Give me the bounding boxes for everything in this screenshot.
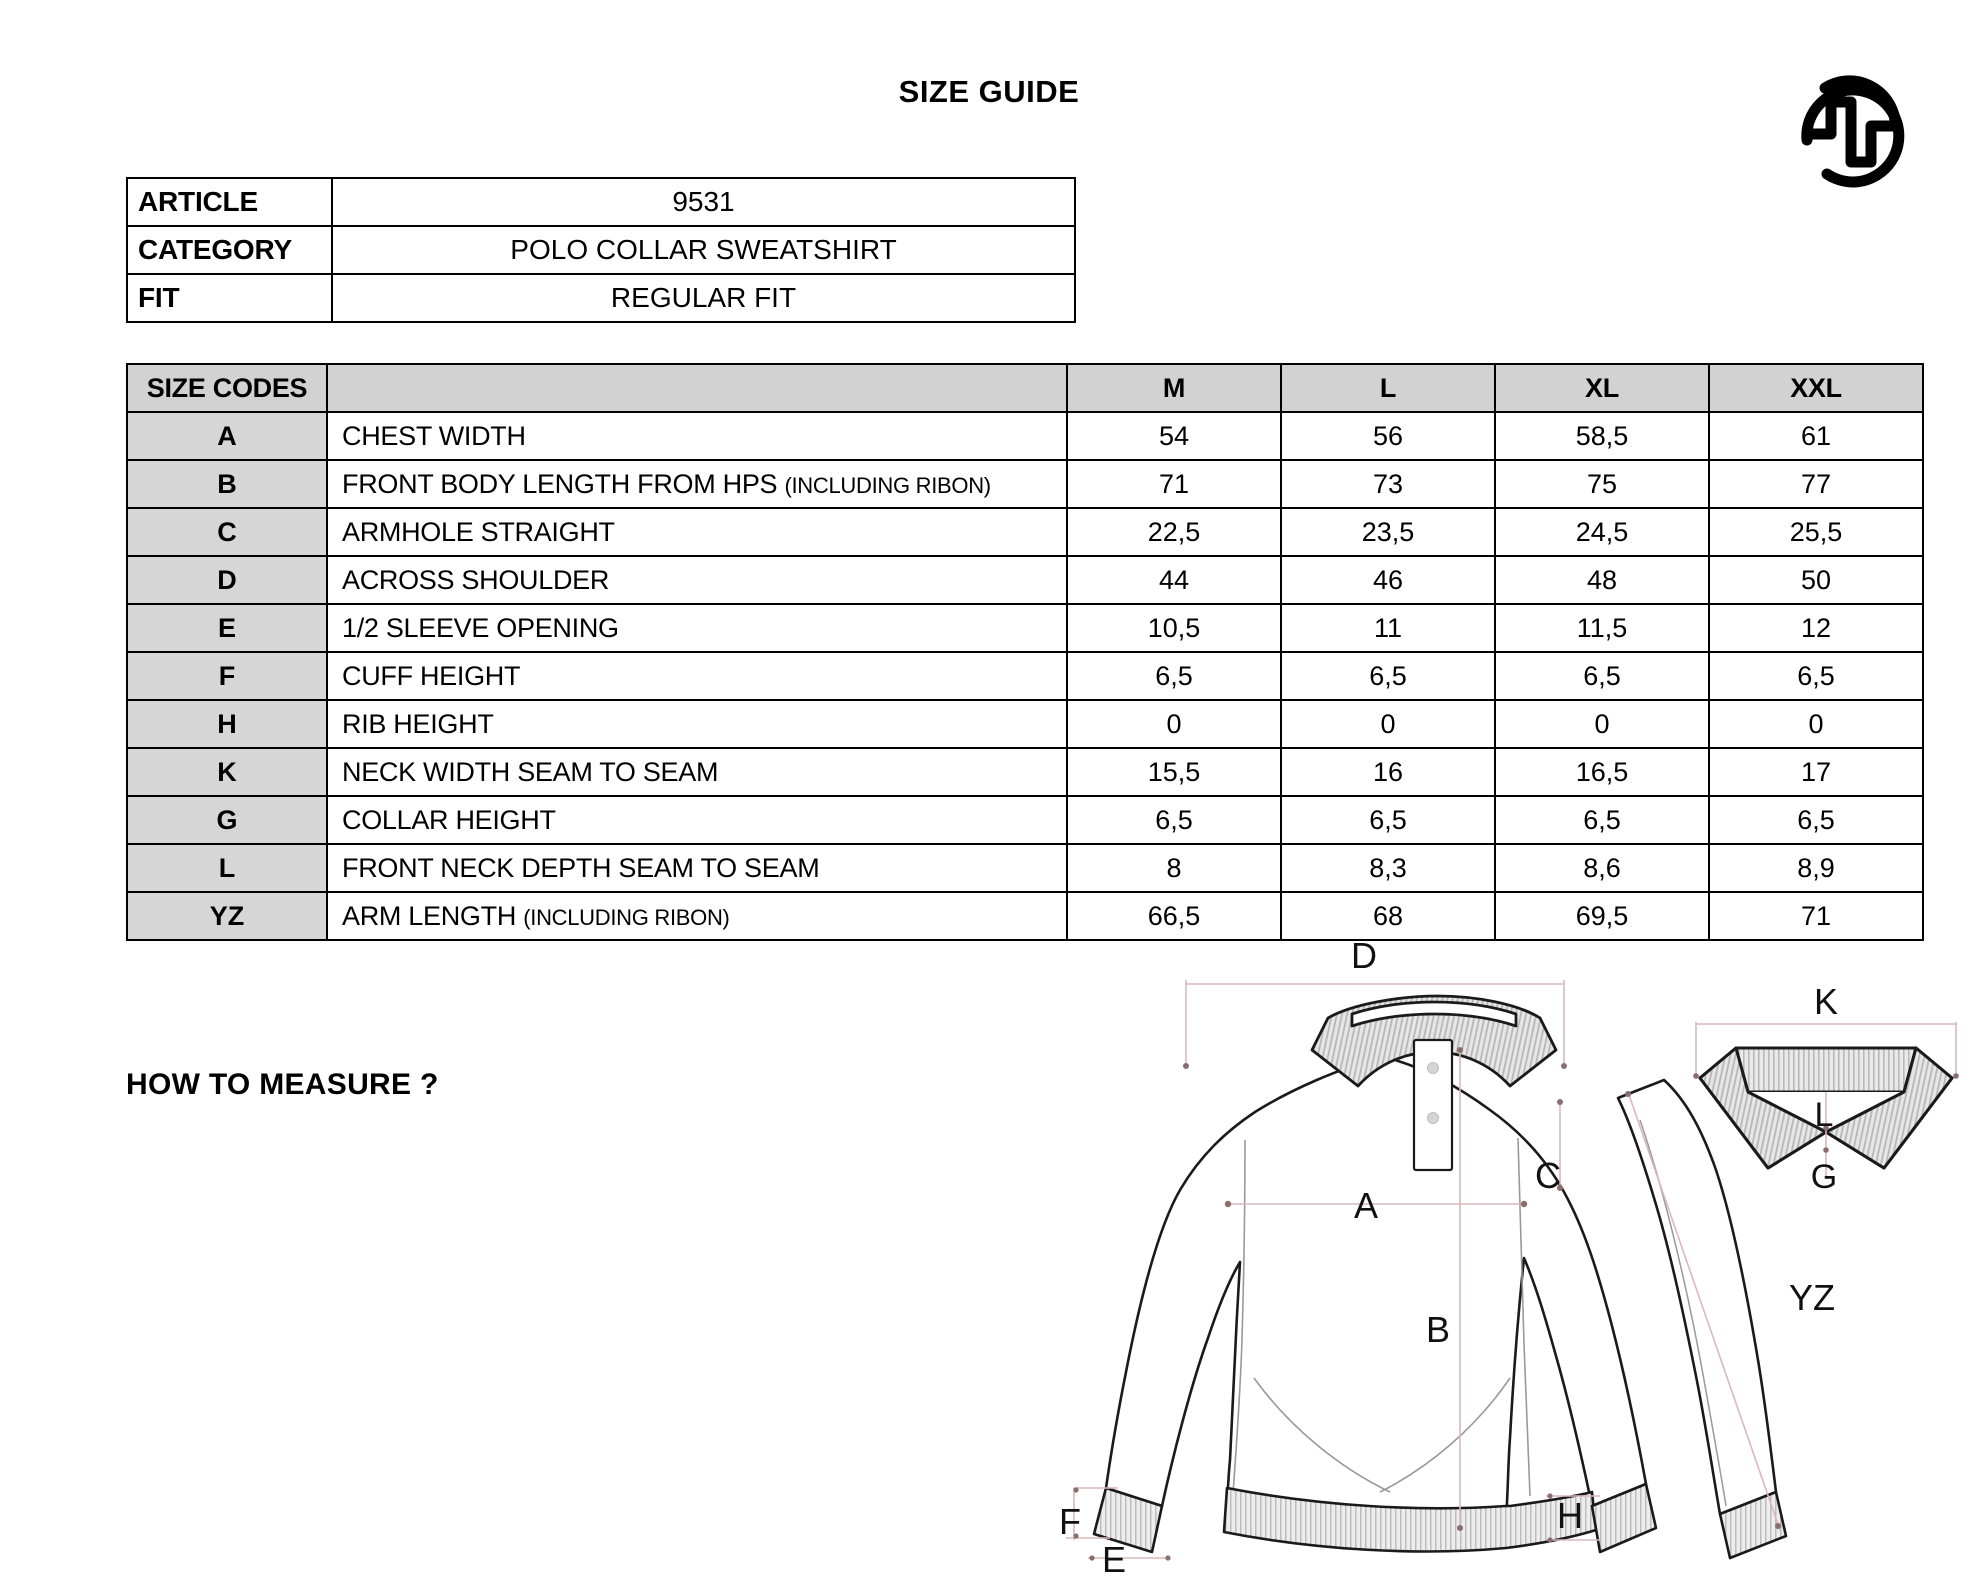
measurement-description-cell — [327, 508, 1067, 556]
size-value-cell: 25,5 — [1709, 508, 1923, 556]
size-code-cell: A — [127, 412, 327, 460]
measurement-description-cell — [327, 604, 1067, 652]
size-value-cell: 6,5 — [1281, 796, 1495, 844]
table-row — [127, 892, 1923, 940]
dim-label-b: B — [1425, 1309, 1451, 1350]
size-table-header-row — [127, 364, 1923, 412]
dim-label-k: K — [1813, 981, 1839, 1022]
garment-placket — [1414, 1040, 1452, 1170]
size-value-cell: 8,6 — [1495, 844, 1709, 892]
dim-label-l: L — [1814, 1096, 1834, 1134]
size-value-cell: 61 — [1709, 412, 1923, 460]
size-value-cell: 6,5 — [1495, 652, 1709, 700]
size-code-cell: H — [127, 700, 327, 748]
size-value-cell: 58,5 — [1495, 412, 1709, 460]
info-label-article: ARTICLE — [127, 178, 332, 226]
page-title: SIZE GUIDE — [898, 74, 1080, 109]
header-size-m: M — [1067, 364, 1281, 412]
size-value-cell: 50 — [1709, 556, 1923, 604]
table-row — [127, 508, 1923, 556]
size-value-cell: 44 — [1067, 556, 1281, 604]
size-value-cell: 15,5 — [1067, 748, 1281, 796]
size-value-cell: 69,5 — [1495, 892, 1709, 940]
article-info-table — [126, 177, 1076, 323]
dim-label-yz: YZ — [1788, 1277, 1836, 1318]
size-value-cell: 0 — [1495, 700, 1709, 748]
collar-detail — [1693, 981, 1959, 1196]
size-value-cell: 75 — [1495, 460, 1709, 508]
dim-label-a: A — [1353, 1185, 1379, 1226]
size-value-cell: 6,5 — [1067, 652, 1281, 700]
dim-label-g: G — [1810, 1158, 1838, 1196]
info-value-fit: REGULAR FIT — [332, 274, 1075, 322]
size-code-cell: YZ — [127, 892, 327, 940]
size-value-cell: 66,5 — [1067, 892, 1281, 940]
measurement-description-text: CUFF HEIGHT — [342, 660, 521, 691]
size-measurements-table — [126, 363, 1924, 941]
size-value-cell: 11,5 — [1495, 604, 1709, 652]
size-value-cell: 17 — [1709, 748, 1923, 796]
table-row — [127, 844, 1923, 892]
size-value-cell: 8 — [1067, 844, 1281, 892]
brand-logo — [1785, 62, 1917, 194]
size-code-cell: C — [127, 508, 327, 556]
info-value-article: 9531 — [332, 178, 1075, 226]
size-value-cell: 8,9 — [1709, 844, 1923, 892]
table-row — [127, 748, 1923, 796]
info-label-category: CATEGORY — [127, 226, 332, 274]
size-value-cell: 0 — [1067, 700, 1281, 748]
dim-label-h: H — [1557, 1495, 1583, 1536]
table-row — [127, 274, 1075, 322]
measurement-description-note: (INCLUDING RIBON) — [784, 472, 991, 498]
measurement-description-text: FRONT NECK DEPTH SEAM TO SEAM — [342, 852, 820, 883]
measurement-description-cell — [327, 556, 1067, 604]
measurement-illustrations — [1040, 940, 1970, 1580]
header-size-codes: SIZE CODES — [127, 364, 327, 412]
dim-label-f: F — [1059, 1501, 1081, 1542]
measurement-description-text: NECK WIDTH SEAM TO SEAM — [342, 756, 719, 787]
size-code-cell: L — [127, 844, 327, 892]
measurement-description-text: ARMHOLE STRAIGHT — [342, 516, 615, 547]
measurement-description-cell — [327, 796, 1067, 844]
measurement-description-cell — [327, 460, 1067, 508]
size-code-cell: G — [127, 796, 327, 844]
measurement-description-text: ARM LENGTH — [342, 900, 517, 931]
size-value-cell: 0 — [1709, 700, 1923, 748]
size-value-cell: 77 — [1709, 460, 1923, 508]
size-code-cell: F — [127, 652, 327, 700]
header-description — [327, 364, 1067, 412]
header-size-xxl: XXL — [1709, 364, 1923, 412]
size-code-cell: B — [127, 460, 327, 508]
size-value-cell: 46 — [1281, 556, 1495, 604]
size-value-cell: 48 — [1495, 556, 1709, 604]
measurement-description-text: ACROSS SHOULDER — [342, 564, 610, 595]
dim-label-d: D — [1351, 940, 1377, 976]
table-row — [127, 226, 1075, 274]
table-row — [127, 796, 1923, 844]
size-value-cell: 68 — [1281, 892, 1495, 940]
table-row — [127, 556, 1923, 604]
table-row — [127, 178, 1075, 226]
how-to-measure-heading: HOW TO MEASURE ? — [126, 1068, 439, 1101]
dim-label-c: C — [1535, 1155, 1561, 1196]
size-value-cell: 11 — [1281, 604, 1495, 652]
size-value-cell: 71 — [1709, 892, 1923, 940]
table-row — [127, 460, 1923, 508]
size-value-cell: 6,5 — [1281, 652, 1495, 700]
measurement-description-text: CHEST WIDTH — [342, 420, 526, 451]
header-size-xl: XL — [1495, 364, 1709, 412]
size-value-cell: 0 — [1281, 700, 1495, 748]
size-value-cell: 10,5 — [1067, 604, 1281, 652]
measurement-description-text: COLLAR HEIGHT — [342, 804, 556, 835]
size-value-cell: 24,5 — [1495, 508, 1709, 556]
size-value-cell: 71 — [1067, 460, 1281, 508]
measurement-description-cell — [327, 748, 1067, 796]
info-label-fit: FIT — [127, 274, 332, 322]
size-value-cell: 6,5 — [1067, 796, 1281, 844]
table-row — [127, 652, 1923, 700]
measurement-description-cell — [327, 844, 1067, 892]
size-value-cell: 6,5 — [1709, 652, 1923, 700]
header-size-l: L — [1281, 364, 1495, 412]
size-value-cell: 6,5 — [1495, 796, 1709, 844]
size-value-cell: 56 — [1281, 412, 1495, 460]
size-code-cell: E — [127, 604, 327, 652]
table-row — [127, 700, 1923, 748]
size-value-cell: 22,5 — [1067, 508, 1281, 556]
size-value-cell: 6,5 — [1709, 796, 1923, 844]
table-row — [127, 604, 1923, 652]
garment-body — [1106, 1058, 1646, 1520]
info-value-category: POLO COLLAR SWEATSHIRT — [332, 226, 1075, 274]
size-value-cell: 23,5 — [1281, 508, 1495, 556]
measurement-description-cell — [327, 892, 1067, 940]
measurement-description-text: FRONT BODY LENGTH FROM HPS — [342, 468, 778, 499]
size-value-cell: 8,3 — [1281, 844, 1495, 892]
size-value-cell: 16,5 — [1495, 748, 1709, 796]
size-code-cell: D — [127, 556, 327, 604]
size-value-cell: 54 — [1067, 412, 1281, 460]
measurement-description-text: 1/2 SLEEVE OPENING — [342, 612, 619, 643]
measurement-description-note: (INCLUDING RIBON) — [523, 904, 730, 930]
measurement-description-cell — [327, 412, 1067, 460]
measurement-description-cell — [327, 700, 1067, 748]
dim-label-e: E — [1101, 1539, 1127, 1580]
table-row — [127, 412, 1923, 460]
measurement-description-text: RIB HEIGHT — [342, 708, 494, 739]
size-value-cell: 16 — [1281, 748, 1495, 796]
size-value-cell: 73 — [1281, 460, 1495, 508]
size-value-cell: 12 — [1709, 604, 1923, 652]
size-code-cell: K — [127, 748, 327, 796]
measurement-description-cell — [327, 652, 1067, 700]
